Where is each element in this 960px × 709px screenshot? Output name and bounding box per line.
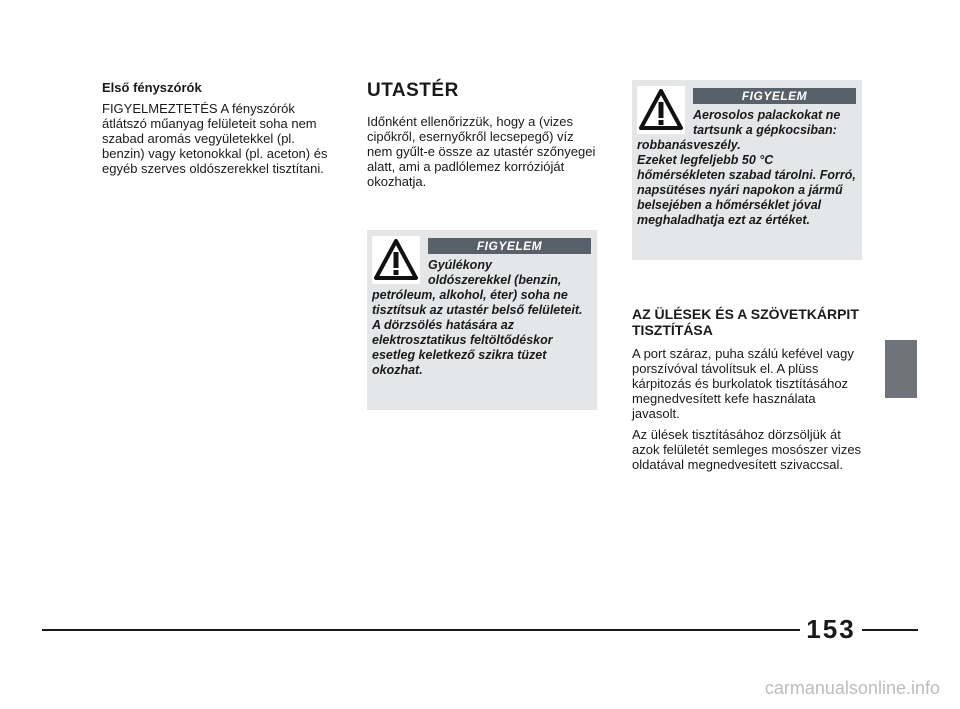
cabin-paragraph: Időnként ellenőrizzük, hogy a (vizes cipőkről, esernyőkről lecsepegő) víz nem gyűlt-e össze az utastér szőnyegei alatt, ami a padlólemez korrózióját okozhatja. bbox=[367, 114, 596, 189]
seats-section bbox=[632, 306, 862, 478]
warning-header bbox=[372, 236, 591, 292]
headlights-paragraph: FIGYELMEZTETÉS A fényszórók átlátszó műanyag felületeit soha nem szabad aromás vegyületekkel (pl. benzin) vagy ketonokkal (pl. aceton) és egyéb szerves oldószerekkel tisztítani. bbox=[102, 101, 328, 176]
warning-triangle-icon bbox=[637, 86, 685, 134]
footer-rule bbox=[42, 629, 918, 631]
seats-paragraph-1: A port száraz, puha szálú kefével vagy porszívóval távolítsuk el. A plüss kárpitozás és burkolatok tisztításához megnedvesített kefe használata javasolt. bbox=[632, 346, 854, 421]
warning-header bbox=[637, 86, 856, 142]
headlights-heading: Első fényszórók bbox=[102, 80, 202, 95]
warning-label: FIGYELEM bbox=[693, 88, 856, 104]
warning-box-solvents bbox=[367, 230, 597, 410]
warning-line-rest2: Ezeket legfeljebb 50 °C hőmérsékleten szabad tárolni. Forró, napsütéses nyári napokon a jármű belsejében a hőmérséklet jóval meghaladhatja ezt az értéket. bbox=[637, 153, 856, 227]
page-number: 153 bbox=[800, 612, 862, 646]
watermark: carmanualsonline.info bbox=[764, 678, 940, 698]
warning-line-rest2: A dörzsölés hatására az elektrosztatikus feltöltődéskor esetleg keletkező szikra tüzet okozhat. bbox=[372, 318, 553, 377]
warning-line-rest: petróleum, alkohol, éter) soha ne tisztítsuk az utastér belső felületeit. bbox=[372, 288, 583, 317]
warning-line-1: Gyúlékony bbox=[428, 258, 492, 272]
seats-title: AZ ÜLÉSEK ÉS A SZÖVETKÁRPIT TISZTÍTÁSA bbox=[632, 306, 859, 338]
warning-line-1: Aerosolos palackokat ne bbox=[693, 108, 841, 122]
middle-column bbox=[367, 80, 597, 195]
warning-box-aerosol bbox=[632, 80, 862, 260]
cabin-title: UTASTÉR bbox=[367, 80, 459, 101]
warning-line-2: oldószerekkel (benzin, bbox=[428, 273, 562, 287]
section-tab bbox=[885, 340, 917, 398]
seats-paragraph-2: Az ülések tisztításához dörzsöljük át azok felületét semleges mosószer vizes oldatával megnedvesített szivaccsal. bbox=[632, 427, 862, 472]
warning-line-rest: robbanásveszély. bbox=[637, 138, 741, 152]
warning-triangle-icon bbox=[372, 236, 420, 284]
left-column bbox=[102, 80, 334, 182]
warning-line-2: tartsunk a gépkocsiban: bbox=[693, 123, 837, 137]
warning-label: FIGYELEM bbox=[428, 238, 591, 254]
